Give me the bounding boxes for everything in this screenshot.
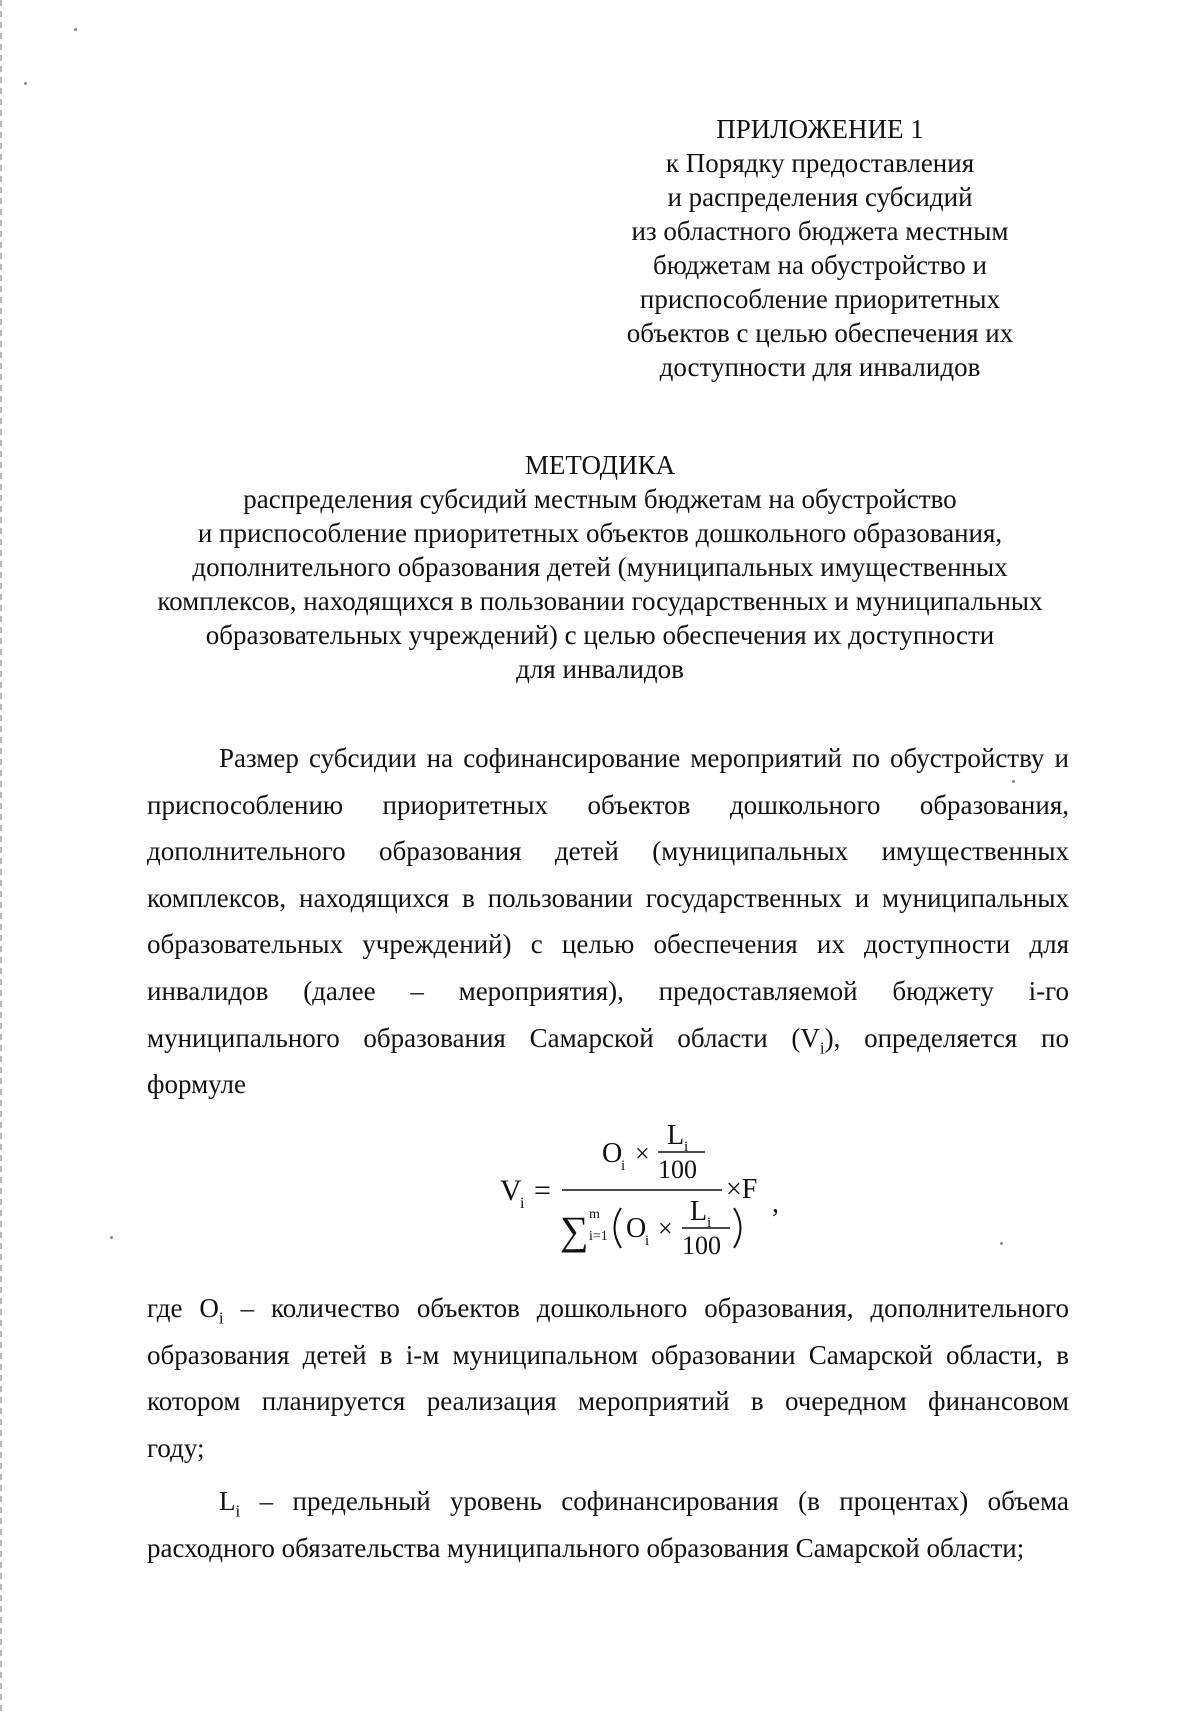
formula-comma: , [772, 1188, 779, 1219]
formula-den-l-sub: i [707, 1215, 712, 1231]
paragraph-line: дополнительного образования детей (муниципальных имущественных [147, 836, 1069, 867]
formula-svg [490, 1120, 820, 1260]
paragraph-line: году; [147, 1432, 205, 1463]
body-paragraph-oi-definition [147, 1285, 1069, 1471]
paragraph-line: котором планируется реализация мероприятий в очередном финансовом [147, 1386, 1069, 1417]
formula-right-paren [734, 1208, 741, 1248]
paragraph-line: образования детей в i-м муниципальном образовании Самарской области, в [147, 1339, 1069, 1370]
formula-den-o: O [626, 1213, 647, 1244]
subsidy-formula [490, 1120, 820, 1260]
appendix-line: и распределения субсидий [667, 182, 973, 212]
paragraph-line: расходного обязательства муниципального образования Самарской области; [147, 1532, 1025, 1563]
formula-sum-bottom: i=1 [589, 1229, 608, 1244]
method-heading-block [100, 448, 1100, 686]
formula-tail: ×F [726, 1174, 758, 1205]
formula-num-l-sub: i [684, 1139, 689, 1155]
paragraph-line-text: ), определяется по [824, 1022, 1069, 1053]
appendix-line: приспособление приоритетных [639, 284, 1001, 314]
formula-num-times: × [635, 1139, 650, 1168]
method-subtitle-line: образовательных учреждений) с целью обеспечения их доступности [205, 620, 995, 650]
subscript: i [218, 1308, 224, 1328]
paragraph-line: Размер субсидии на софинансирование мероприятий по обустройству и [219, 743, 1069, 773]
scan-speck [74, 28, 77, 31]
formula-sum-top: m [589, 1207, 600, 1222]
formula-lhs-sub: i [520, 1195, 525, 1212]
scan-speck [1000, 1242, 1003, 1245]
appendix-line: из областного бюджета местным [631, 216, 1009, 246]
method-subtitle-line: для инвалидов [516, 654, 684, 684]
method-subtitle-line: распределения субсидий местным бюджетам на обустройство [243, 484, 957, 514]
formula-num-l: L [667, 1120, 685, 1151]
formula-sum: ∑ [560, 1208, 589, 1253]
paragraph-line-oi [147, 1285, 1069, 1332]
scan-speck [24, 82, 27, 85]
paragraph-line-vi [147, 1015, 1069, 1062]
paragraph-line: образовательных учреждений) с целью обеспечения их доступности для [147, 929, 1069, 960]
appendix-line: бюджетам на обустройство и [652, 250, 987, 280]
paragraph-line-text: – предельный уровень софинансирования (в процентах) объема [240, 1486, 1069, 1516]
appendix-line: к Порядку предоставления [665, 148, 975, 178]
appendix-block [560, 112, 1080, 384]
method-subtitle-line: комплексов, находящихся в пользовании государственных и муниципальных [157, 586, 1043, 616]
formula-den-100: 100 [682, 1231, 721, 1260]
appendix-line: объектов с целью обеспечения их [626, 318, 1014, 348]
method-subtitle-line: дополнительного образования детей (муниципальных имущественных [192, 552, 1008, 582]
formula-num-100: 100 [658, 1155, 697, 1184]
paragraph-line-text: муниципального образования Самарской области (V [147, 1022, 820, 1053]
formula-left-paren [615, 1208, 622, 1248]
body-paragraph-li-definition [147, 1478, 1069, 1571]
subscript: i [235, 1501, 241, 1521]
formula-num-o-sub: i [621, 1158, 626, 1174]
appendix-title: ПРИЛОЖЕНИЕ 1 [716, 114, 924, 144]
paragraph-line-text: – количество объектов дошкольного образования, дополнительного [223, 1293, 1070, 1323]
paragraph-line: комплексов, находящихся в пользовании государственных и муниципальных [147, 882, 1069, 913]
method-title: МЕТОДИКА [524, 450, 676, 480]
paragraph-line-li [147, 1478, 1069, 1525]
subscript: i [819, 1037, 825, 1057]
formula-den-times: × [658, 1214, 673, 1243]
method-subtitle-line: и приспособление приоритетных объектов дошкольного образования, [197, 518, 1003, 548]
body-paragraph-subsidy-size [147, 735, 1069, 1108]
formula-num-o: O [602, 1138, 623, 1169]
variable-oi: где O [147, 1293, 219, 1323]
paragraph-line: формуле [147, 1069, 246, 1100]
appendix-line: доступности для инвалидов [659, 352, 981, 382]
formula-equals: = [534, 1174, 551, 1207]
formula-den-l: L [690, 1196, 708, 1227]
scan-edge-artifact [0, 0, 2, 1715]
scan-speck [110, 1236, 113, 1239]
variable-li: L [219, 1486, 236, 1516]
formula-den-o-sub: i [645, 1233, 650, 1249]
paragraph-line: инвалидов (далее – мероприятия), предоставляемой бюджету i-го [147, 975, 1069, 1006]
paragraph-line: приспособлению приоритетных объектов дошкольного образования, [147, 789, 1069, 820]
formula-lhs: V [500, 1174, 522, 1207]
